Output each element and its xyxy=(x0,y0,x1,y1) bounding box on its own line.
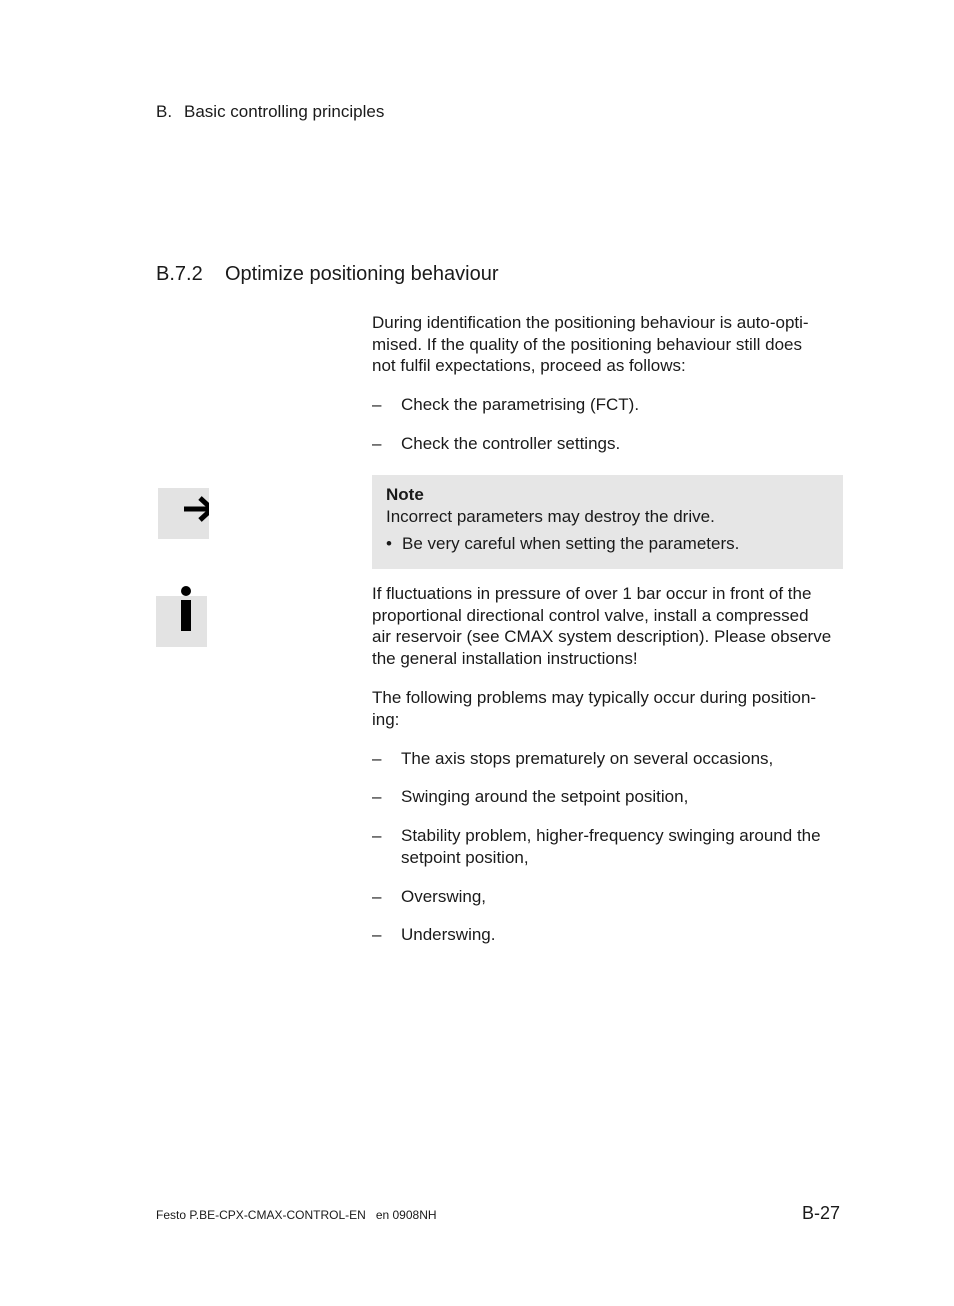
running-header xyxy=(156,102,384,122)
problem-item xyxy=(372,786,842,808)
info-paragraph xyxy=(372,583,842,669)
dash-marker: – xyxy=(372,925,382,944)
problems-intro xyxy=(372,687,842,730)
section-number: B.7.2 xyxy=(156,263,203,285)
page-number: B-27 xyxy=(802,1203,841,1223)
note-text: Incorrect parameters may destroy the drive. xyxy=(386,507,715,526)
info-line: air reservoir (see CMAX system description). Please observe xyxy=(372,627,832,646)
note-title: Note xyxy=(386,485,424,504)
note-box xyxy=(372,475,843,569)
intro-line: During identification the positioning behaviour is auto-opti- xyxy=(372,313,809,332)
step-text: Check the controller settings. xyxy=(401,434,621,453)
footer-document-id: Festo P.BE-CPX-CMAX-CONTROL-EN en 0908NH xyxy=(156,1208,437,1222)
chapter-title: Basic controlling principles xyxy=(184,102,385,121)
dash-marker: – xyxy=(372,749,382,768)
info-line: If fluctuations in pressure of over 1 bar occur in front of the xyxy=(372,584,812,603)
info-icon xyxy=(156,596,207,647)
problems-intro-line: The following problems may typically occur during position- xyxy=(372,688,817,707)
step-text: Check the parametrising (FCT). xyxy=(401,395,640,414)
info-line: proportional directional control valve, install a compressed xyxy=(372,605,809,625)
problem-text: Stability problem, higher-frequency swinging around the xyxy=(401,826,821,845)
problem-text: Underswing. xyxy=(401,925,496,944)
dash-marker: – xyxy=(372,395,382,414)
section-title: Optimize positioning behaviour xyxy=(225,263,499,285)
intro-line: not fulfil expectations, proceed as follows: xyxy=(372,356,686,375)
chapter-number: B. xyxy=(156,102,173,121)
dash-marker: – xyxy=(372,826,382,845)
problem-text: setpoint position, xyxy=(401,847,529,867)
step-item xyxy=(372,394,842,416)
problems-intro-line: ing: xyxy=(372,709,400,729)
step-item xyxy=(372,433,842,455)
problem-item xyxy=(372,924,842,946)
info-line: the general installation instructions! xyxy=(372,648,638,668)
note-bullet-text: Be very careful when setting the parameters. xyxy=(402,534,740,553)
dash-marker: – xyxy=(372,434,382,453)
problem-item xyxy=(372,748,842,770)
arrow-right-icon xyxy=(158,488,209,539)
section-heading xyxy=(156,263,499,286)
problem-text: Overswing, xyxy=(401,887,487,906)
problem-text: Swinging around the setpoint position, xyxy=(401,787,689,806)
note-bullet xyxy=(386,534,739,554)
dash-marker: – xyxy=(372,887,382,906)
problem-item xyxy=(372,886,842,908)
problem-item xyxy=(372,825,842,868)
dash-marker: – xyxy=(372,787,382,806)
problem-text: The axis stops prematurely on several occasions, xyxy=(401,749,774,768)
intro-paragraph xyxy=(372,312,842,377)
intro-line: mised. If the quality of the positioning behaviour still does xyxy=(372,334,802,354)
bullet-marker: • xyxy=(386,534,392,553)
